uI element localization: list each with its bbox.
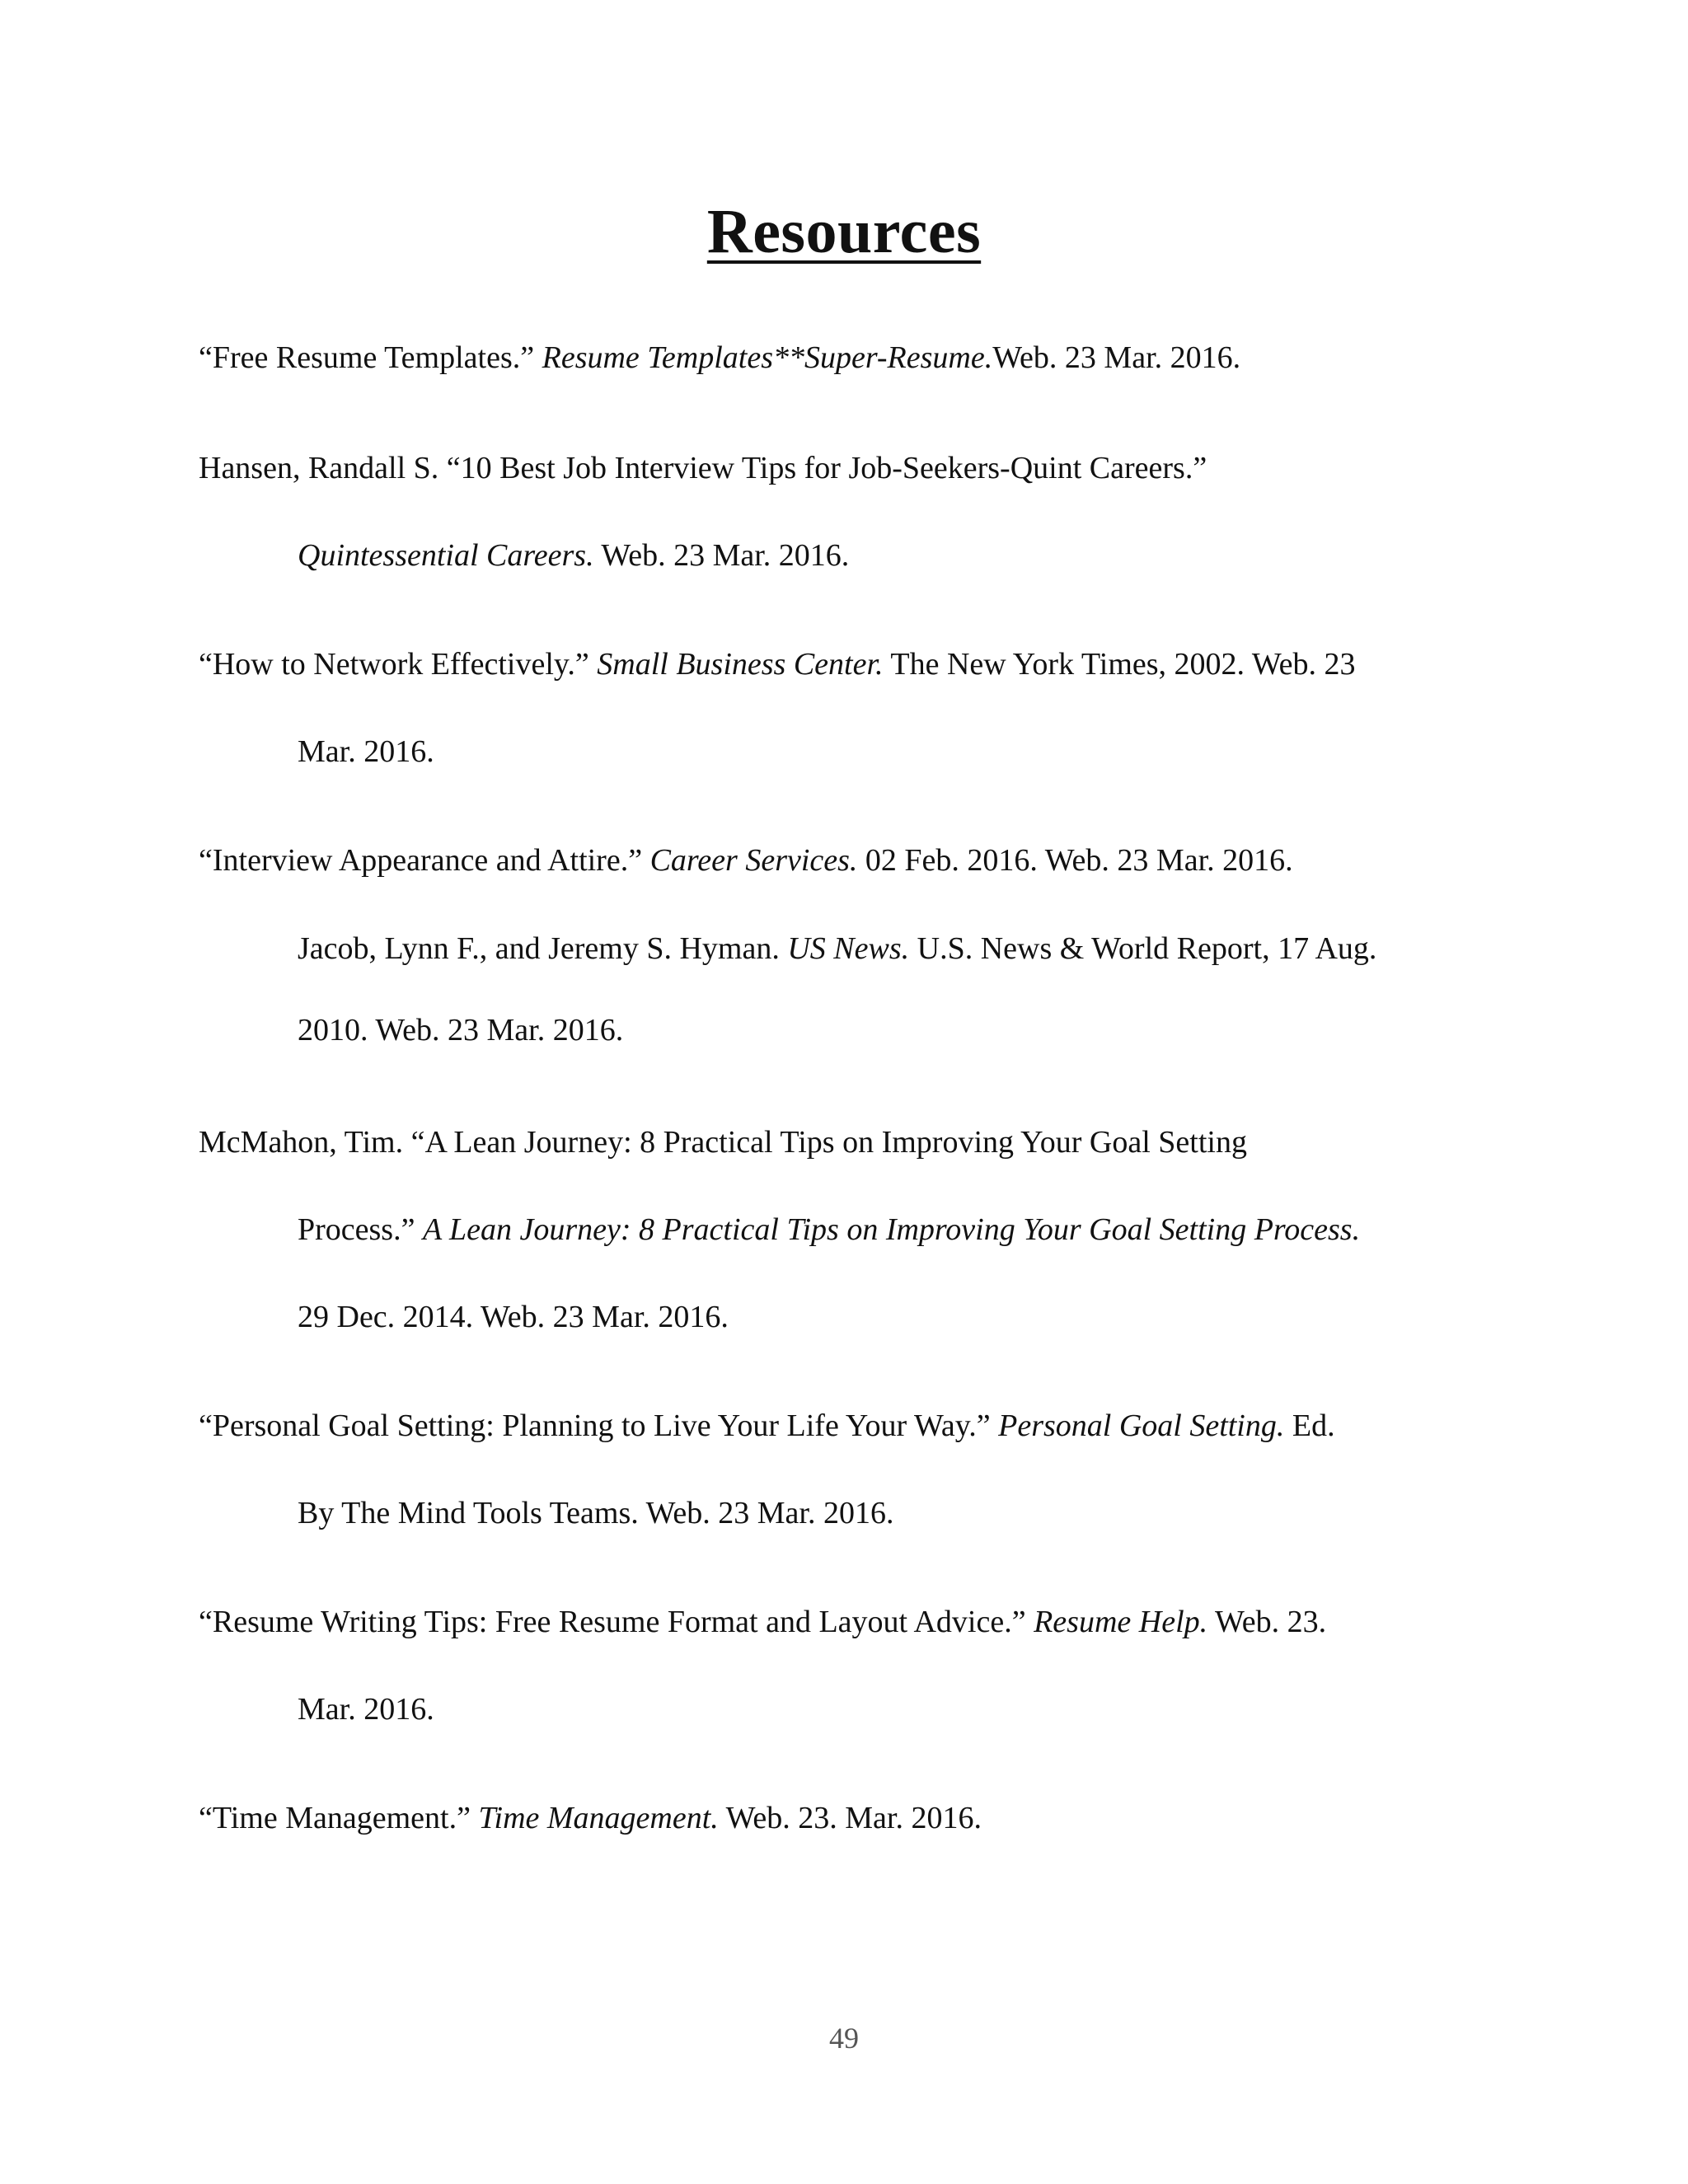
citation-line	[199, 841, 1293, 880]
citation-text: 02 Feb. 2016. Web. 23 Mar. 2016.	[857, 843, 1293, 878]
citation-italic-title: Career Services.	[649, 843, 858, 878]
citation-italic-title: A Lean Journey: 8 Practical Tips on Improving Your Goal Setting Process.	[422, 1212, 1361, 1247]
page-title: Resources	[706, 197, 982, 266]
citation-line	[298, 929, 1376, 968]
citation-italic-title: Resume Help.	[1034, 1605, 1208, 1639]
citation-text: Web. 23 Mar. 2016.	[593, 538, 850, 573]
citation-line	[298, 536, 849, 575]
citation-line	[199, 1798, 982, 1838]
citation-text: Web. 23.	[1207, 1605, 1327, 1639]
citation-text: By The Mind Tools Teams. Web. 23 Mar. 2016.	[298, 1496, 894, 1530]
citation-line	[199, 644, 1356, 684]
citation-text: Ed.	[1284, 1408, 1335, 1443]
citation-text: Mar. 2016.	[298, 734, 434, 769]
citation-italic-title: Small Business Center.	[597, 647, 884, 682]
citation-italic-title: Personal Goal Setting.	[998, 1408, 1285, 1443]
citation-line	[199, 1122, 1247, 1162]
citation-text: “Free Resume Templates.”	[199, 340, 542, 375]
citation-line	[298, 732, 434, 771]
citation-line	[199, 448, 1207, 488]
citation-text: McMahon, Tim. “A Lean Journey: 8 Practical Tips on Improving Your Goal Setting	[199, 1125, 1247, 1160]
citation-text: “Time Management.”	[199, 1801, 479, 1835]
citation-text: The New York Times, 2002. Web. 23	[883, 647, 1356, 682]
citation-text: “Personal Goal Setting: Planning to Live Your Life Your Way.”	[199, 1408, 999, 1443]
citation-text: Web. 23 Mar. 2016.	[992, 340, 1241, 375]
page-number: 49	[829, 2022, 859, 2055]
citation-line	[199, 1602, 1326, 1642]
citation-line	[199, 1406, 1335, 1446]
citation-line	[298, 1297, 729, 1337]
citation-text: “Interview Appearance and Attire.”	[199, 843, 650, 878]
citation-line	[298, 1010, 623, 1050]
citation-text: Hansen, Randall S. “10 Best Job Interview Tips for Job-Seekers-Quint Careers.”	[199, 451, 1207, 485]
citation-italic-title: Time Management.	[478, 1801, 719, 1835]
citation-line	[199, 338, 1240, 377]
citation-text: “Resume Writing Tips: Free Resume Format and Layout Advice.”	[199, 1605, 1034, 1639]
citation-text: Process.”	[298, 1212, 423, 1247]
citation-text: Jacob, Lynn F., and Jeremy S. Hyman.	[298, 931, 788, 966]
citation-text: “How to Network Effectively.”	[199, 647, 598, 682]
citation-line	[298, 1210, 1360, 1249]
citation-text: 29 Dec. 2014. Web. 23 Mar. 2016.	[298, 1300, 729, 1334]
citation-text: Web. 23. Mar. 2016.	[718, 1801, 982, 1835]
citation-text: 2010. Web. 23 Mar. 2016.	[298, 1013, 624, 1047]
citation-text: U.S. News & World Report, 17 Aug.	[909, 931, 1377, 966]
citation-italic-title: Resume Templates**Super-Resume.	[542, 340, 993, 375]
citation-italic-title: US News.	[787, 931, 910, 966]
citation-line	[298, 1690, 434, 1729]
citation-text: Mar. 2016.	[298, 1692, 434, 1727]
citation-italic-title: Quintessential Careers.	[298, 538, 594, 573]
citation-line	[298, 1493, 893, 1533]
